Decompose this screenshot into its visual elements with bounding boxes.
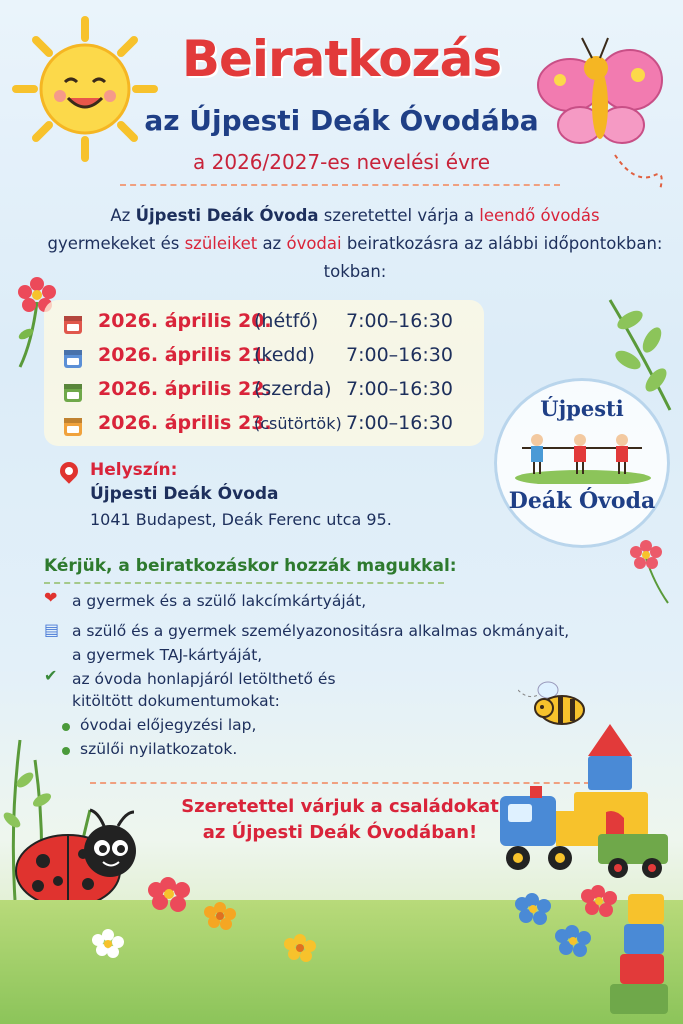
children-illustration (512, 428, 654, 484)
divider (120, 184, 560, 186)
time-text: 7:00–16:30 (346, 412, 453, 434)
bring-subitem: szülői nyilatkozatok. (80, 740, 238, 758)
intro-future-highlight: leendő óvodás (479, 206, 600, 225)
page-title: Beiratkozás (181, 30, 502, 88)
bring-item-continued: kitöltött dokumentumokat: (72, 692, 280, 710)
logo-text-top: Újpesti (540, 396, 624, 421)
calendar-icon (64, 384, 82, 402)
document-icon: ▤ (44, 620, 60, 639)
bring-item: a gyermek és a szülő lakcímkártyáját, (72, 592, 367, 610)
location-name: Újpesti Deák Óvoda (90, 484, 279, 504)
date-text: 2026. április 23. (98, 412, 272, 434)
date-row (64, 412, 484, 444)
calendar-icon (64, 316, 82, 334)
closing-line: az Újpesti Deák Óvodában! (202, 822, 478, 843)
bring-subitem: óvodai előjegyzési lap, (80, 716, 257, 734)
time-text: 7:00–16:30 (346, 378, 453, 400)
day-text: (csütörtök) (254, 414, 342, 433)
date-row (64, 378, 484, 410)
location-address: 1041 Budapest, Deák Ferenc utca 95. (90, 510, 392, 529)
date-text: 2026. április 21. (98, 344, 272, 366)
intro-kg-highlight: óvodai (286, 234, 342, 253)
time-text: 7:00–16:30 (346, 310, 453, 332)
day-text: (szerda) (254, 378, 332, 400)
day-text: (kedd) (254, 344, 315, 366)
toys-illustration (490, 716, 683, 1024)
date-row (64, 344, 484, 376)
location-label: Helyszín: (90, 460, 178, 480)
bring-item-continued: a gyermek TAJ-kártyáját, (72, 646, 263, 664)
time-text: 7:00–16:30 (346, 344, 453, 366)
intro-parents-highlight: szüleiket (184, 234, 258, 253)
school-year: a 2026/2027-es nevelési évre (193, 150, 490, 174)
date-text: 2026. április 20. (98, 310, 272, 332)
intro-text: Az Újpesti Deák Óvoda szeretettel várja a leendő óvodás gyermekeket és szüleiket az óvodai beiratkozásra az alábbi időpontokban: tokban: (47, 206, 663, 281)
bring-title: Kérjük, a beiratkozáskor hozzák magukkal: (44, 556, 457, 576)
divider (44, 582, 444, 584)
calendar-icon (64, 418, 82, 436)
intro-kindergarten-name: Újpesti Deák Óvoda (135, 206, 319, 225)
calendar-icon (64, 350, 82, 368)
logo-text-bottom: Deák Óvoda (508, 488, 656, 514)
day-text: (hétfő) (254, 310, 319, 332)
page-subtitle: az Újpesti Deák Óvodába (144, 104, 539, 137)
closing-line: Szeretettel várjuk a családokat (181, 796, 499, 817)
flower-illustration (626, 538, 676, 608)
location-pin-icon (56, 458, 81, 483)
checkmark-icon: ✔ (44, 666, 58, 685)
bring-item: az óvoda honlapjáról letölthető és (72, 670, 336, 688)
date-row (64, 310, 484, 342)
bring-item: a szülő és a gyermek személyazonositásra alkalmas okmányait, (72, 622, 570, 640)
heart-icon: ❤ (44, 588, 58, 607)
date-text: 2026. április 22. (98, 378, 272, 400)
